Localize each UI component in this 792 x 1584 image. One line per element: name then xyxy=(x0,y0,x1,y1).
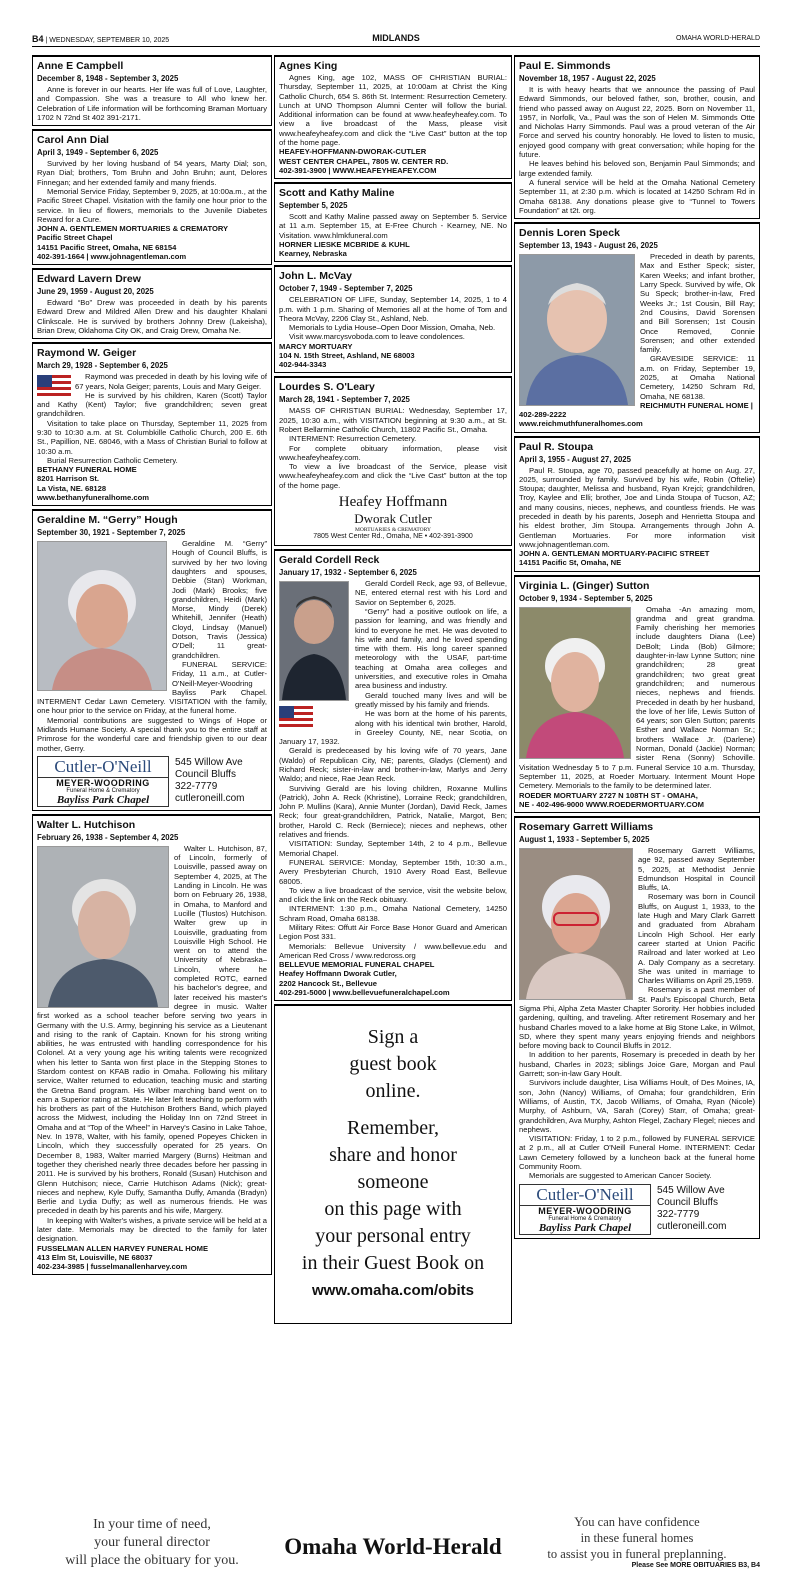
obituary-text: Rosemary is a past member of St. Paul's Episcopal Church, Beta Sigma Phi, Alpha Zeta Master Chapter Sorority. Her hobbies included gardening, quilting, and traveling. After retirement Rosemary and her husband Charles moved to a lake home at Big Stone Lake, in Wilmot, SD, where they spent many years enjoying friends and neighbors before moving back to Council Bluffs in 2012. xyxy=(519,985,755,1051)
obituary-text: INTERMENT: Resurrection Cemetery. xyxy=(289,434,417,444)
portrait-photo xyxy=(519,607,631,759)
funeral-home-address: 104 N. 15th Street, Ashland, NE 68003 xyxy=(279,350,415,360)
footer-line: in these funeral homes xyxy=(580,1531,694,1545)
obituary-rosemary-williams xyxy=(514,816,760,1239)
funeral-home-address: 2202 Hancock St., Bellevue xyxy=(279,978,377,988)
ad-name: Cutler-O'Neill xyxy=(38,757,168,778)
obituary-text: Rosemary was born in Council Bluffs, on August 1, 1933, to the late Hugh and Mary Clark Garrett and graduated from Abraham Lincoln High School. Her early career started at Union Pacific Railroad and later worked at Leo A. Daly Company as a secretary. She was united in marriage to Charles Williams on April 25,1959. xyxy=(638,892,755,986)
obituary-name: Edward Lavern Drew xyxy=(37,273,141,286)
obituary-dates: August 1, 1933 - September 5, 2025 xyxy=(519,834,650,844)
obituary-text: Anne is forever in our hearts. Her life was full of Love, Laughter, and Compassion. She was a treasure to All who knew her. Celebration of Life information will be forthcoming Braman Mortuary 1702 N 72nd St 402 391-2171. xyxy=(37,85,267,122)
obituary-agnes-king xyxy=(274,55,512,179)
obituary-raymond-geiger xyxy=(32,342,272,506)
ad-chapel: Bayliss Park Chapel xyxy=(56,793,150,806)
obituary-name: Carol Ann Dial xyxy=(37,134,109,147)
obituary-name: Walter L. Hutchison xyxy=(37,818,136,831)
cutler-oneill-ad xyxy=(519,1184,755,1235)
funeral-home-web: www.reichmuthfuneralhomes.com xyxy=(519,419,643,429)
obituary-name: Agnes King xyxy=(279,60,338,72)
column-1 xyxy=(32,55,272,1278)
obituary-text: Surviving Gerald are his loving children, Roxanne Mullins (Patrick), John A. Reck (Khristine), Lorraine Reck; grandchildren, John P. Mullins (Kara), Annie Munter (Jordan), David Reck, James Reck; four great-grandchildren, Patrick, Natalie, Margot, Ben; brother, Harold C. Reck (Berniece); nieces and nephews, other relatives and friends. xyxy=(279,783,507,840)
newspaper-logo: Omaha World-Herald xyxy=(284,1534,502,1559)
funeral-home: JOHN A. GENTLEMAN MORTUARY-PACIFIC STREET xyxy=(519,549,710,559)
portrait-photo xyxy=(37,541,167,691)
footer-line: You can have confidence xyxy=(574,1515,700,1529)
obituary-text: “Gerry” had a positive outlook on life, a passion for learning, and was friendly and kind to everyone he met. He was devoted to his wife and family, and he loved spending time with them. His long career spanned meteorology with the USAF, part-time teaching at Omaha area colleges and universities, and executive roles in Omaha area business and industry. xyxy=(355,606,507,691)
funeral-home-contact: 402-391-3900 | WWW.HEAFEYHEAFEY.COM xyxy=(279,165,437,175)
ad-chapel: Bayliss Park Chapel xyxy=(538,1221,632,1234)
funeral-home-sub: Heafey Hoffmann Dworak Cutler, xyxy=(279,969,397,979)
footer-line: In your time of need, xyxy=(93,1517,211,1532)
funeral-home: HEAFEY-HOFFMANN-DWORAK-CUTLER xyxy=(279,147,427,157)
guest-line: your personal entry xyxy=(315,1225,471,1248)
portrait-photo xyxy=(37,846,169,1008)
cutler-oneill-ad xyxy=(37,756,267,807)
obituary-text: A funeral service will be held at the Omaha National Cemetery September 11, at 2:30 p.m. which is located at 14250 Schram Rd in Omaha 68138. Any donations please give to “Tunnel to Towers Foundation” at t2t. org. xyxy=(519,177,755,215)
ad-subname: MEYER-WOODRING xyxy=(538,1205,632,1216)
obituary-dates: March 28, 1941 - September 7, 2025 xyxy=(279,395,410,405)
obituary-dates: April 3, 1955 - August 27, 2025 xyxy=(519,454,631,464)
logo-line-1: Heafey Hoffmann xyxy=(338,494,448,511)
funeral-home-address: WEST CENTER CHAPEL, 7805 W. CENTER RD. xyxy=(279,156,449,166)
obituary-dates: June 29, 1959 - August 20, 2025 xyxy=(37,287,154,297)
obituary-paul-simmonds xyxy=(514,55,760,219)
obituary-dates: October 7, 1949 - September 7, 2025 xyxy=(279,284,413,294)
obituary-text: Memorial Service Friday, September 9, 2025, at 10:00a.m., at the Pacific Street Chapel. Visitation with the family one hour prior to the service. In lieu of flowers, memorials to the Juvenile Diabetes Reward for a Cure. xyxy=(37,187,267,224)
obituary-name: John L. McVay xyxy=(279,270,352,283)
obituary-gerald-reck xyxy=(274,549,512,1001)
obituary-name: Raymond W. Geiger xyxy=(37,347,137,360)
funeral-home: ROEDER MORTUARY 2727 N 108TH ST - OMAHA, xyxy=(519,790,698,800)
guest-book-link[interactable]: www.omaha.com/obits xyxy=(312,1282,474,1300)
obituary-text: Survivors include daughter, Lisa Williams Hoult, of Des Moines, IA, son, John (Nancy) Williams, of Omaha; four grandchildren, Erin Williams, of Austin, TX, Jacob Williams, of Omaha, Ryan (Nicole) Murphy, of Ashburn, VA, Sarah (Corey) Starr, of Omaha; great-grandchildren, Ava Murphy, Ashton Flegel, Zachary Flegel; nieces and nephews. xyxy=(519,1078,755,1134)
ad-small: Funeral Home & Crematory xyxy=(548,1215,622,1222)
guest-line: Sign a xyxy=(367,1026,419,1049)
obituary-text: Edward “Bo” Drew was proceeded in death by his parents Edward Drew and Mildred Allen Drew and his daughter Khalani Clinkscale. He is survived by brothers Johnny Drew (Lakeisha), Brian Drew, Oklahoma City OK, and Craig Drew, Omaha Ne. xyxy=(37,298,267,335)
obituary-text: For complete obituary information, please visit www.heafeyheafey.com. xyxy=(279,443,507,462)
portrait-photo xyxy=(279,581,349,701)
obituary-text: To view a live broadcast of the service, visit the website below, and click the link on the Reck obituary. xyxy=(279,885,507,905)
obituary-dates: October 9, 1934 - September 5, 2025 xyxy=(519,593,653,603)
funeral-home: JOHN A. GENTLEMEN MORTUARIES & CREMATORY xyxy=(37,224,229,234)
obituary-text: Survived by her loving husband of 54 years, Marty Dial; son, Ryan Dial; brothers, Tom Bruhn and John Bruhn; aunt, Delores Finnegan; and her extended family and many friends. xyxy=(37,159,267,187)
funeral-home-address: 14151 Pacific St, Omaha, NE xyxy=(519,558,622,568)
funeral-home: FUSSELMAN ALLEN HARVEY FUNERAL HOME xyxy=(37,1243,209,1253)
funeral-home-contact: 402-234-3985 | fusselmanallenharvey.com xyxy=(37,1262,188,1272)
funeral-home: HORNER LIESKE MCBRIDE & KUHL xyxy=(279,239,410,249)
obituary-dates: September 30, 1921 - September 7, 2025 xyxy=(37,528,186,538)
obituary-text: Gerald touched many lives and will be greatly missed by his family and friends. xyxy=(355,690,507,709)
guest-line: share and honor xyxy=(329,1144,457,1167)
obituary-carol-dial xyxy=(32,129,272,265)
obituary-name: Lourdes S. O'Leary xyxy=(279,381,375,394)
obituary-text: VISITATION: Sunday, September 14th, 2 to 4 p.m., Bellevue Memorial Chapel. xyxy=(279,839,507,858)
obituary-text: MASS OF CHRISTIAN BURIAL: Wednesday, September 17, 2025, 10:30 a.m., with VISITATION beginning at 9:30 a.m., at St. Robert Bellarmine Catholic Church, 11802 Pacific St., Omaha. xyxy=(279,406,507,434)
guest-line: Remember, xyxy=(347,1117,439,1140)
footer-right-note xyxy=(514,1514,760,1562)
funeral-home: BELLEVUE MEMORIAL FUNERAL CHAPEL xyxy=(279,960,435,970)
obituary-text: Walter L. Hutchison, 87, of Lincoln, formerly of Louisville, passed away on September 4, 2025, at The Landing in Lincoln. He was born on February 26, 1938, in Omaha, to Manford and Lucille (Tlustos) Hutchison. Walter grew up in Louisville, graduating from Louisville High School. He went on to attend the University of Nebraska–Lincoln, where he completed ROTC, earned his bachelor's degree, and later received his master's degree in music. Walter first worked as a school teacher before serving two years in Germany with the U.S. Army, beginning his service as a Lieutenant and rising to the rank of Captain. Known for his strong writing abilities, he was entrusted with handling correspondence for his Colonel. At a very young age his writing talents were recognized when his letter to Santa won first place in the Stepping Stones to Stardom contest on KFAB radio in Omaha. Following his military service, Walter returned to education, teaching music and starting the Gretna Band program. His Wilber marching band went on to earn a Superior rating at State. He later left teaching to perform with his brothers as part of the Hutchison Brothers Band, which played across the Midwest, including the Holiday Inn on 72nd Street in Omaha and at “Top of the Wheel” in Harvey's Casino in Lake Tahoe, Nev. In 1978, Walter, with his family, opened Popeyes Chicken in Lincoln, which they successfully operated for 25 years. On December 8, 1983, Walter married Margery (Burns) Heitman and together they cherished nearly three decades before her passing in 2011. He is survived by his brothers, Ronald (Susan) Hutchison and Glenn Hutchison; niece, Carrie Hutchison Adams (Nick); great-nieces and nephew, Kyle Duffy, Samantha Duffy, Amanda (Bradyn) Berlie and Lydia Duffy; as well as numerous friends. He was preceded in death by his parents and his wife, Margery. xyxy=(37,843,267,1216)
american-flag-icon xyxy=(279,706,313,728)
obituary-virginia-sutton xyxy=(514,575,760,813)
obituary-dates: April 3, 1949 - September 6, 2025 xyxy=(37,148,159,158)
page-number: B4 xyxy=(32,34,44,44)
obituary-text: FUNERAL SERVICE: Friday, 11 a.m., at Cutler-O'Neill-Meyer-Woodring Bayliss Park Chapel. INTERMENT Cedar Lawn Cemetery. VISITATION with the family, one hour prior to the service on Friday, at the funeral home. xyxy=(37,659,267,716)
page-info: B4 | WEDNESDAY, SEPTEMBER 10, 2025 xyxy=(32,34,170,44)
funeral-home-city: La Vista, NE. 68128 xyxy=(37,483,107,493)
page-header xyxy=(32,34,760,47)
heafey-hoffmann-logo xyxy=(279,494,507,540)
guest-line: someone xyxy=(357,1171,429,1194)
funeral-home-city: Kearney, Nebraska xyxy=(279,249,347,259)
footer-line: your funeral director xyxy=(94,1535,210,1550)
funeral-home-web: www.bethanyfuneralhome.com xyxy=(37,492,149,502)
obituary-text: In addition to her parents, Rosemary is preceded in death by her husband, Charles in 2023; siblings Joice Gare, Morgan and Paul Garrett; son-in-law Gary Hoult. xyxy=(519,1050,755,1079)
ad-phone: 322-7779 xyxy=(657,1209,700,1221)
obituary-text: Visitation to take place on Thursday, September 11, 2025 from 9:30 to 10:30 a.m. at St. Columbkille Catholic Church, 200 E. 6th St., Papillion, NE. 68046, with a Mass of Christian Burial to follow at 10:30 a.m. xyxy=(37,418,267,456)
ad-small: Funeral Home & Crematory xyxy=(66,787,140,794)
obituary-text: Memorial contributions are suggested to Wings of Hope or Midlands Humane Society. A special thank you to the entire staff at Primrose for the wonderful care and friendship given to our dear mother, Gerry. xyxy=(37,715,267,753)
obituary-text: VISITATION: Friday, 1 to 2 p.m., followed by FUNERAL SERVICE at 2 p.m., all at Cutler O'Neill Funeral Home. INTERMENT: Cedar Lawn Cemetery followed by a luncheon back at the funeral home Community Room. xyxy=(519,1134,755,1172)
obituary-text: Omaha -An amazing mom, grandma and great grandma. Family cherishing her memories include daughters Diana (Lee) DeBolt; Linda (Bob) Gilmore; daughter-in-law Lynne Sutton; nine grandchildren; 28 great grandchildren; two great great grandchildren; and numerous nieces, nephews and friends. Preceded in death by her husband, the love of her life, Lewis Sutton of 64 years; son Glen Sutton; parents Esther and Wallace Norman Sr.; brothers Wallace Jr. (Darlene) Norman, Donald (Jackie) Norman; sister Rena (Sonny) Schoville. Visitation Wednesday 5 to 7 p.m. Funeral Service 10 a.m. Thursday, September 11, 2025, at Roeder Mortuary. Interment Mount Hope Cemetery. Memorials to the family to be determined later. xyxy=(519,604,755,791)
funeral-home-contact: 402-391-1664 | www.johnagentleman.com xyxy=(37,251,187,261)
ad-address: 545 Willow Ave xyxy=(175,757,243,769)
obituary-text: Military Rites: Offutt Air Force Base Honor Guard and American Legion Post 331. xyxy=(279,923,507,942)
obituary-text: GRAVESIDE SERVICE: 11 a.m. on Friday, September 19, 2025, at Omaha National Cemetery, 14250 Schram Rd, Omaha, NE 68138. xyxy=(640,354,755,401)
funeral-home: REICHMUTH FUNERAL HOME | 402-289-2222 xyxy=(519,400,753,420)
obituary-walter-hutchison xyxy=(32,814,272,1275)
obituary-text: Rosemary Garrett Williams, age 92, passed away September 5, 2025, at Methodist Jennie Edmundson Hospital in Council Bluffs, IA. xyxy=(638,845,755,893)
funeral-home-contact: NE - 402-496-9000 WWW.ROEDERMORTUARY.COM xyxy=(519,799,704,809)
funeral-home-address: 413 Elm St, Louisville, NE 68037 xyxy=(37,1252,153,1262)
obituary-dates: December 8, 1948 - September 3, 2025 xyxy=(37,74,179,83)
ad-web: cutleroneill.com xyxy=(175,793,245,805)
page-date: WEDNESDAY, SEPTEMBER 10, 2025 xyxy=(49,37,170,44)
american-flag-icon xyxy=(37,375,71,397)
obituary-john-mcvay xyxy=(274,265,512,373)
obituary-text: Geraldine M. “Gerry” Hough of Council Bluffs, is survived by her two loving daughters and spouses, Debbie (Stan) Workman, Jodi (Mark) Brooks; five grandchildren, Heidi (Mark) Morse, Mindy (Derek) Whitehill, Jennifer (Heath) Cloyd, Lindsay (Manuel) Dotson, Travis (Jessica) O'Dell; 11 great-grandchildren. xyxy=(172,539,267,660)
obituary-name: Anne E Campbell xyxy=(37,60,124,72)
obituary-text: He was born at the home of his parents, along with his identical twin brother, Harold, in Greeley County, NE, near Scotia, on January 17, 1932. xyxy=(279,709,507,747)
ad-subname: MEYER-WOODRING xyxy=(56,777,150,788)
obituary-text: Memorials: Bellevue University / www.bellevue.edu and American Red Cross / www.redcross.org xyxy=(279,941,507,960)
portrait-photo xyxy=(519,848,633,1000)
obituary-name: Rosemary Garrett Williams xyxy=(519,820,654,833)
obituary-paul-stoupa xyxy=(514,436,760,572)
obituary-dates: September 13, 1943 - August 26, 2025 xyxy=(519,241,658,251)
ad-city: Council Bluffs xyxy=(175,769,236,781)
obituary-name: Virginia L. (Ginger) Sutton xyxy=(519,579,650,592)
column-3 xyxy=(514,55,760,1242)
obituary-dates: February 26, 1938 - September 4, 2025 xyxy=(37,832,179,842)
column-2 xyxy=(274,55,512,1324)
guest-line: in their Guest Book on xyxy=(301,1252,485,1275)
portrait-photo xyxy=(519,254,635,406)
more-obituaries-note: Please See MORE OBITUARIES B3, B4 xyxy=(631,1562,760,1569)
obituary-lourdes-oleary xyxy=(274,376,512,546)
obituary-name: Paul R. Stoupa xyxy=(519,440,594,453)
guest-line: online. xyxy=(365,1080,421,1103)
obituary-dennis-speck xyxy=(514,222,760,432)
funeral-home: MARCY MORTUARY xyxy=(279,341,353,351)
ad-city: Council Bluffs xyxy=(657,1197,718,1209)
obituary-name: Scott and Kathy Maline xyxy=(279,186,395,199)
logo-address: 7805 West Center Rd., Omaha, NE • 402-391-3900 xyxy=(313,533,473,541)
funeral-home-address: 14151 Pacific Street, Omaha, NE 68154 xyxy=(37,242,177,252)
obituary-text: Preceded in death by parents, Max and Esther Speck; sister, Karen Weeks; and infant brother, Larry Speck. Survived by wife, Ok Su Speck; brother-in-law, Fred Weeks Jr.; 1st Cousin, Bill Ray; 2nd Cousins, David Sorensen and Bill Sorensen; 1st Cousin Once Removed, Connie Sorensen; and other extended family. xyxy=(640,252,755,355)
obituary-dates: November 18, 1957 - August 22, 2025 xyxy=(519,74,656,83)
obituary-text: FUNERAL SERVICE: Monday, September 15th, 10:30 a.m., Avery Presbyterian Church, 1910 Avery Road East, Bellevue 68005. xyxy=(279,857,507,886)
funeral-home-chapel: Pacific Street Chapel xyxy=(37,233,113,243)
obituary-dates: September 5, 2025 xyxy=(279,200,348,210)
obituary-text: He is survived by his children, Karen (Scott) Taylor and Kathy (Kent) Taylor; five grandchildren; seven great grandchildren. xyxy=(37,390,267,419)
obituary-text: He leaves behind his beloved son, Benjamin Paul Simmonds; and large extended family. xyxy=(519,159,755,178)
obituary-text: It is with heavy hearts that we announce the passing of Paul Edward Simmonds, our beloved father, son, brother, cousin, and friend who passed away on August 22, 2025. Born on November 11, 1957, in Norfolk, Va., Paul was the son of Helen M. Simmonds Otte and Nicholas Harry Simmonds. Paul was a proud veteran of the Air Force and served his country honorably. He loved to listen to music, enjoyed good company with great conversation; while hoping for the future. xyxy=(519,85,755,160)
obituary-text: CELEBRATION OF LIFE, Sunday, September 14, 2025, 1 to 4 p.m. with 1 p.m. Sharing of Memories all at the home of Tom and Theora McVay, 2206 Clay St., Ashland, Neb. xyxy=(279,295,507,323)
obituary-text: Raymond was preceded in death by his loving wife of 67 years, Nola Geiger; parents, Louis and Mary Geiger. xyxy=(75,372,267,391)
obituary-text: INTERMENT: 1:30 p.m., Omaha National Cemetery, 14250 Schram Road, Omaha 68138. xyxy=(279,904,507,923)
obituary-maline xyxy=(274,182,512,262)
funeral-home-contact: 402-291-5000 | www.bellevuefuneralchapel.com xyxy=(279,987,450,997)
obituary-text: Burial Resurrection Catholic Cemetery. xyxy=(47,455,178,465)
footer-line: to assist you in funeral preplanning. xyxy=(547,1547,727,1561)
guest-line: on this page with xyxy=(324,1198,462,1221)
obituary-text: Gerald is predeceased by his loving wife of 70 years, Jane (Waldo) of Republican City, NE; parents, Gladys (Clement) and Richard Reck; sister-in-law and brother-in-law, Marlys and Jerry Waldo; and niece, Rae Jean Reck. xyxy=(279,746,507,784)
obituary-name: Gerald Cordell Reck xyxy=(279,554,380,567)
funeral-home: BETHANY FUNERAL HOME xyxy=(37,465,137,475)
funeral-home-phone: 402-944-3343 xyxy=(279,360,327,370)
footer-left-note xyxy=(32,1516,272,1570)
ad-address: 545 Willow Ave xyxy=(657,1185,725,1197)
footer-line: will place the obituary for you. xyxy=(65,1553,239,1568)
obituary-text: Visit www.marcysvoboda.com to leave condolences. xyxy=(289,332,465,342)
guest-line: guest book xyxy=(349,1053,437,1076)
obituary-text: Agnes King, age 102, MASS OF CHRISTIAN BURIAL: Thursday, September 11, 2025, at 10:00am at Christ the King Catholic Church, 654 S. 86th St. Interment: Resurrection Cemetery. Lunch at UNO Thompson Alumni Center will follow the burial. Additional information can be found at www.heafeyheafey.com. To view a live broadcast of the Mass, please visit www.heafeyheafey.com and click the “Live Cast” button at the top of the home page. xyxy=(279,73,507,148)
obituary-geraldine-hough xyxy=(32,509,272,811)
obituary-text: Memorials are suggested to American Cancer Society. xyxy=(529,1171,712,1181)
obituary-text: Scott and Kathy Maline passed away on September 5. Service at 11 a.m. September 15, at E-Free Church - Kearney, NE. No Visitation. www.hlmkfuneral.com xyxy=(279,211,507,240)
obituary-name: Paul E. Simmonds xyxy=(519,60,611,72)
obituary-text: To view a live broadcast of the Service, please visit www.heafeyheafey.com and click the “Live Cast” button at the top of the home page. xyxy=(279,462,507,490)
obituary-edward-drew xyxy=(32,268,272,339)
paper-name: OMAHA WORLD-HERALD xyxy=(675,35,760,42)
ad-phone: 322-7779 xyxy=(175,781,218,793)
obituary-text: Gerald Cordell Reck, age 93, of Bellevue, NE, entered eternal rest with his Lord and Savior on September 6, 2025. xyxy=(355,579,507,607)
obituary-dates: March 29, 1928 - September 6, 2025 xyxy=(37,361,168,371)
guest-book-promo xyxy=(274,1004,512,1324)
ad-web: cutleroneill.com xyxy=(657,1221,727,1233)
obituary-dates: January 17, 1932 - September 6, 2025 xyxy=(279,568,417,578)
obituary-text: In keeping with Walter's wishes, a private service will be held at a later date. Memorials may be directed to the family for later designation. xyxy=(37,1215,267,1244)
obituary-name: Geraldine M. “Gerry” Hough xyxy=(37,514,178,527)
obituary-text: Memorials to Lydia House–Open Door Mission, Omaha, Neb. xyxy=(289,323,496,333)
section-name: MIDLANDS xyxy=(372,33,420,43)
funeral-home-address: 8201 Harrison St. xyxy=(37,474,100,484)
obituary-name: Dennis Loren Speck xyxy=(519,227,620,240)
logo-line-2: Dworak Cutler xyxy=(354,511,432,527)
ad-name: Cutler-O'Neill xyxy=(520,1185,650,1206)
logo-sub: MORTUARIES & CREMATORY xyxy=(355,527,431,534)
obituary-text: Paul R. Stoupa, age 70, passed peacefully at home on Aug. 27, 2025, surrounded by family. Survived by his wife, Robin (Oftelie) Stoupa; daughter, Melissa and husband, Ryan Krejci; grandchildren, Troy, Kaylee and Elli; brother, Joe and Linda Stoupa of Tucson, AZ; and many cousins, nieces, nephews, and countless friends. He was preceded in death by his parents, Joseph and Henrietta Stoupa and his eldest brother, Jim Stoupa. Arrangements through John A. Gentleman Mortuaries. For more information visit www.johnagentleman.com. xyxy=(519,465,755,549)
obituary-anne-campbell xyxy=(32,55,272,126)
